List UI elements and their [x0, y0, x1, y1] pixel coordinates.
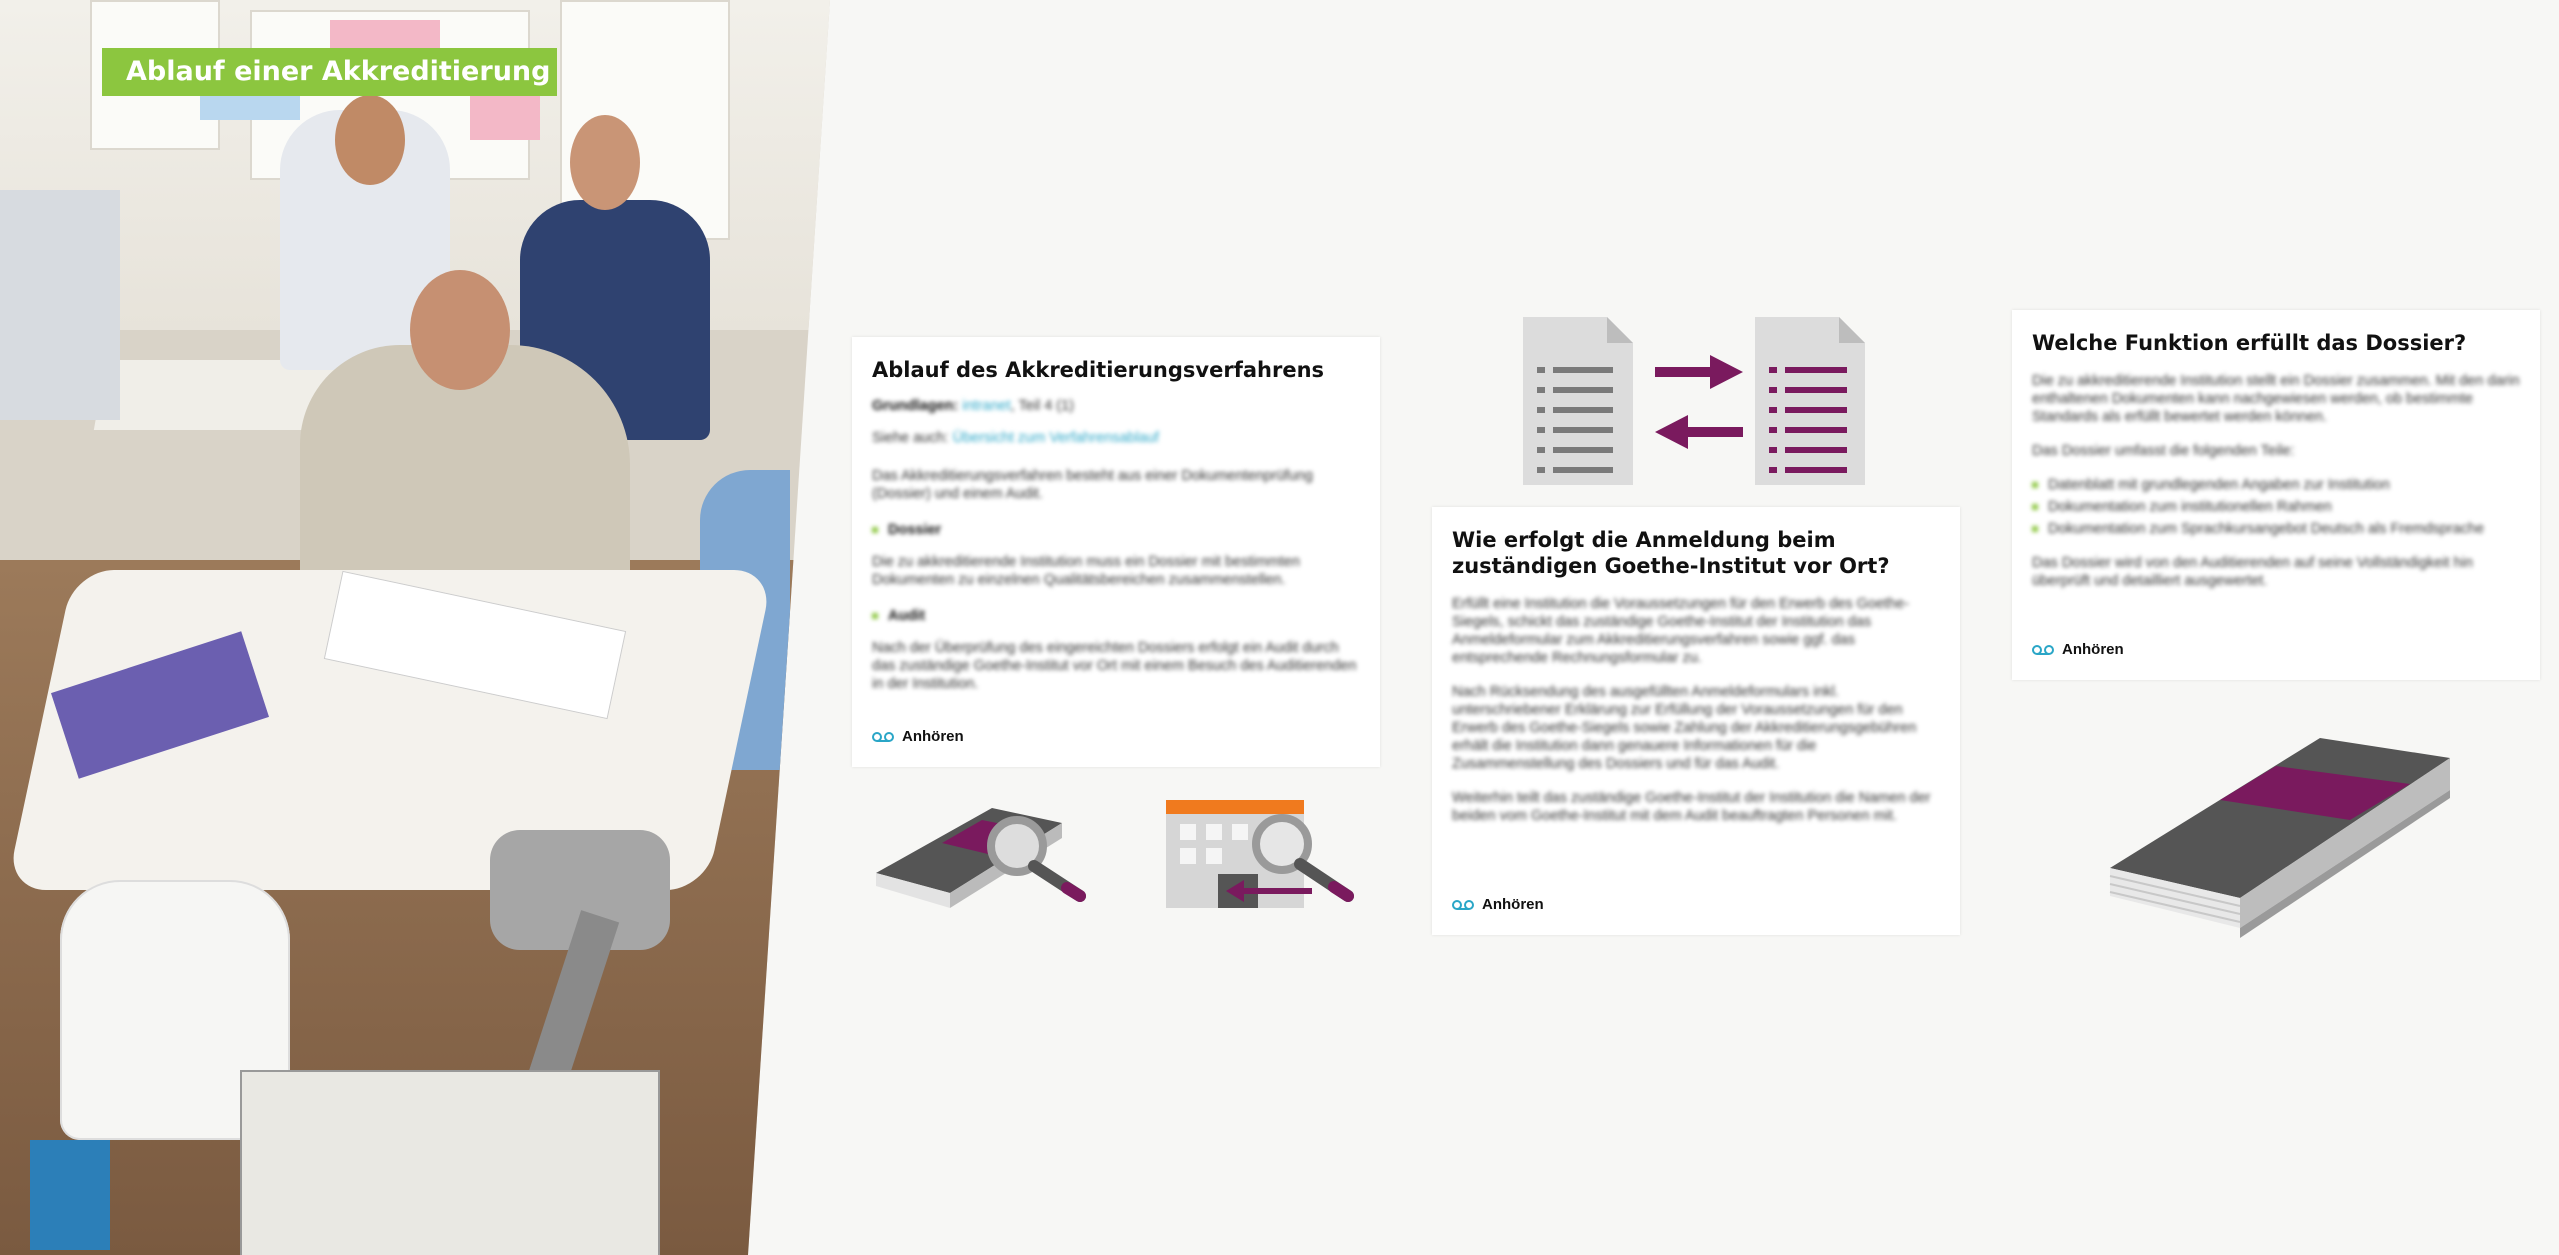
meta-grundlagen: Grundlagen: intranet, Teil 4 (1) — [872, 398, 1075, 414]
photo-projector — [240, 1070, 660, 1255]
paragraph: Erfüllt eine Institution die Voraussetzungen für den Erwerb des Goethe-Siegels, schickt das zuständige Goethe-Institut der Institution das Anmeldeformular zum Akkreditierungsverfahren sowie ggf. das entsprechende Rechnungsformular zu. — [1452, 596, 1910, 666]
listen-label: Anhören — [2062, 641, 2124, 658]
list-item: Dokumentation zum Sprachkursangebot Deutsch als Fremdsprache — [2032, 520, 2520, 538]
bullet-marker — [872, 527, 878, 533]
card-body — [2032, 372, 2520, 590]
paragraph: Das Dossier umfasst die folgenden Teile: — [2032, 443, 2295, 459]
uebersicht-link[interactable]: Übersicht zum Verfahrensablauf — [952, 430, 1159, 446]
card-title: Welche Funktion erfüllt das Dossier? — [2032, 331, 2467, 355]
listen-icon — [872, 731, 894, 743]
paragraph: Nach Rücksendung des ausgefüllten Anmeldeformulars inkl. unterschriebener Erklärung zur Erfüllung der Voraussetzungen für den Erwerb des Goethe-Siegels sowie Zahlung der Akkreditierungsgebühren erhält die Institution dann genauere Informationen für die Zusammenstellung des Dossiers und für das Audit. — [1452, 684, 1917, 772]
bullet-marker — [2032, 526, 2038, 532]
bullet-marker — [2032, 482, 2038, 488]
listen-button[interactable] — [2032, 641, 2124, 658]
paragraph: Das Dossier wird von den Auditierenden auf seine Vollständigkeit hin überprüft und detailliert ausgewertet. — [2032, 555, 2473, 589]
building-magnifier-illustration — [1162, 796, 1362, 916]
list-item: Dokumentation zum institutionellen Rahmen — [2032, 498, 2520, 516]
photo-person — [410, 270, 510, 390]
page-title-badge: Ablauf einer Akkreditierung — [102, 48, 557, 96]
audit-heading: Audit — [872, 607, 1360, 625]
bullet-marker — [872, 613, 878, 619]
card-dossier-funktion — [2012, 310, 2540, 680]
document-exchange-illustration — [1515, 315, 1875, 490]
photo-book — [30, 1140, 110, 1250]
paragraph: Weiterhin teilt das zuständige Goethe-Institut der Institution die Namen der beiden vom Goethe-Institut mit dem Audit beauftragten Personen mit. — [1452, 790, 1931, 824]
intro-text: Das Akkreditierungsverfahren besteht aus einer Dokumentenprüfung (Dossier) und einem Audit. — [872, 468, 1313, 502]
photo-note — [470, 90, 540, 140]
card-title: Ablauf des Akkreditierungsverfahrens — [872, 358, 1325, 382]
listen-button[interactable] — [1452, 896, 1544, 913]
card-anmeldung — [1432, 507, 1960, 935]
dossier-book-illustration — [2100, 728, 2460, 948]
dossier-heading: Dossier — [872, 521, 1360, 539]
listen-label: Anhören — [902, 728, 964, 745]
bullet-marker — [2032, 504, 2038, 510]
photo-person — [0, 190, 120, 420]
card-body — [1452, 595, 1940, 825]
intranet-link[interactable]: intranet — [962, 398, 1011, 414]
meta-siehe-auch: Siehe auch: Übersicht zum Verfahrensablauf — [872, 430, 1159, 446]
book-magnifier-illustration — [872, 798, 1102, 918]
paragraph: Die zu akkreditierende Institution stellt ein Dossier zusammen. Mit den darin enthaltenen Dokumenten kann nachgewiesen werden, ob bestimmte Standards als erfüllt bewertet werden können. — [2032, 373, 2520, 425]
audit-text: Nach der Überprüfung des eingereichten Dossiers erfolgt ein Audit durch das zuständige Goethe-Institut vor Ort mit einem Besuch des Auditierenden in der Institution. — [872, 640, 1357, 692]
card-body — [872, 397, 1360, 693]
card-akkreditierungsverfahren — [852, 337, 1380, 767]
photo-person — [570, 115, 640, 210]
dossier-text: Die zu akkreditierende Institution muss ein Dossier mit bestimmten Dokumenten zu einzelnen Qualitätsbereichen zusammenstellen. — [872, 554, 1300, 588]
card-title: Wie erfolgt die Anmeldung beim zuständigen Goethe-Institut vor Ort? — [1452, 528, 1890, 578]
listen-icon — [1452, 899, 1474, 911]
classroom-photo — [0, 0, 830, 1255]
list-item: Datenblatt mit grundlegenden Angaben zur Institution — [2032, 476, 2520, 494]
listen-button[interactable] — [872, 728, 964, 745]
listen-label: Anhören — [1482, 896, 1544, 913]
listen-icon — [2032, 644, 2054, 656]
photo-person — [335, 95, 405, 185]
